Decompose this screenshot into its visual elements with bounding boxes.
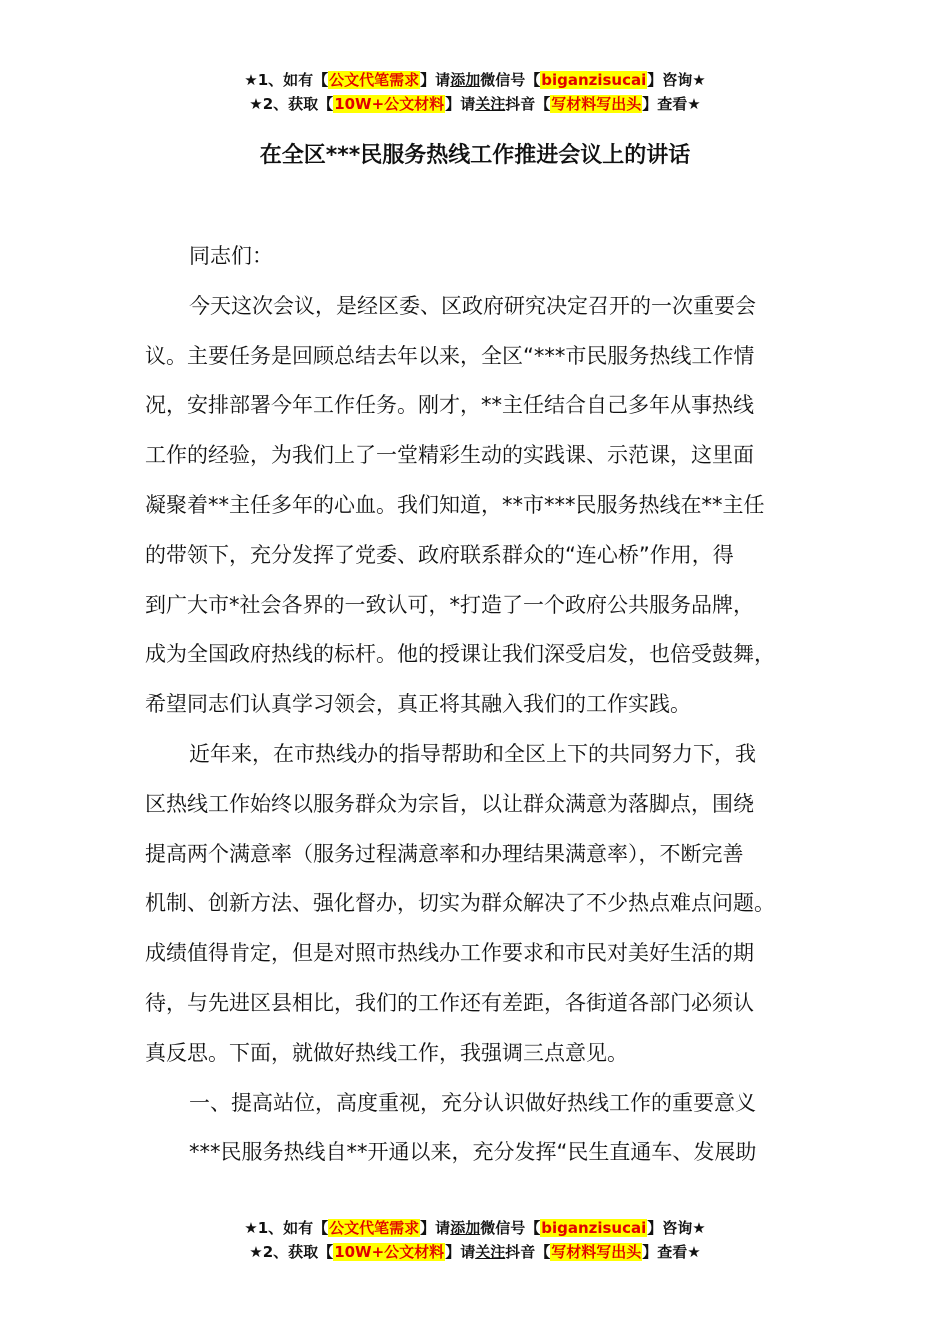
banner-text: 】请 [445,1243,476,1261]
body-line: 近年来，在市热线办的指导帮助和全区上下的共同努力下，我 [189,741,756,766]
banner-highlight: 公文代笔需求 [329,1219,420,1237]
banner-text: 微信号【 [480,71,541,89]
banner-text: ★1、如有【 [244,71,329,89]
body-line: 成为全国政府热线的标杆。他的授课让我们深受启发，也倍受鼓舞， [145,642,775,667]
body-line: 待，与先进区县相比，我们的工作还有差距，各街道各部门必须认 [145,990,754,1015]
banner-underlined-text: 添加 [450,71,481,89]
footer-banner [0,1216,950,1264]
body-line: 希望同志们认真学习领会，真正将其融入我们的工作实践。 [145,692,691,717]
body-line: 区热线工作始终以服务群众为宗旨，以让群众满意为落脚点，围绕 [145,791,754,816]
banner-text: 】咨询★ [647,71,706,89]
banner-text: 抖音【 [505,95,551,113]
banner-highlight: 10W+公文材料 [334,95,445,113]
banner-text: 】咨询★ [647,1219,706,1237]
body-line: 机制、创新方法、强化督办，切实为群众解决了不少热点难点问题。 [145,891,775,916]
salutation: 同志们： [189,244,273,268]
document-body [145,232,835,1178]
banner-highlight: biganzisucai [541,71,647,89]
banner-text: 微信号【 [480,1219,541,1237]
banner-text: 】查看★ [642,1243,701,1261]
header-banner-line-1 [0,68,950,92]
body-line: 况，安排部署今年工作任务。刚才，**主任结合自己多年从事热线 [145,393,754,418]
banner-underlined-text: 关注 [475,1243,506,1261]
footer-banner-line-2 [0,1240,950,1264]
banner-highlight: 写材料写出头 [551,1243,642,1261]
header-banner-line-2 [0,92,950,116]
body-line: 今天这次会议，是经区委、区政府研究决定召开的一次重要会 [189,293,756,318]
body-line: 成绩值得肯定，但是对照市热线办工作要求和市民对美好生活的期 [145,941,754,966]
body-line: 凝聚着**主任多年的心血。我们知道，**市***民服务热线在**主任 [145,492,765,517]
document-title: 在全区***民服务热线工作推进会议上的讲话 [259,143,691,168]
body-line: 议。主要任务是回顾总结去年以来，全区“***市民服务热线工作情 [145,343,755,368]
banner-text: 】请 [445,95,476,113]
banner-text: 】请 [420,1219,451,1237]
footer-banner-line-1 [0,1216,950,1240]
section-heading: 一、提高站位，高度重视，充分认识做好热线工作的重要意义 [189,1090,756,1115]
body-line: 提高两个满意率（服务过程满意率和办理结果满意率），不断完善 [145,841,744,866]
header-banner [0,68,950,116]
banner-text: ★1、如有【 [244,1219,329,1237]
banner-underlined-text: 关注 [475,95,506,113]
banner-text: ★2、获取【 [249,1243,334,1261]
banner-highlight: 公文代笔需求 [329,71,420,89]
banner-text: 】查看★ [642,95,701,113]
banner-highlight: biganzisucai [541,1219,647,1237]
banner-text: 抖音【 [505,1243,551,1261]
banner-text: ★2、获取【 [249,95,334,113]
body-line: 的带领下，充分发挥了党委、政府联系群众的“连心桥”作用，得 [145,542,734,567]
banner-text: 】请 [420,71,451,89]
banner-underlined-text: 添加 [450,1219,481,1237]
body-line: ***民服务热线自**开通以来，充分发挥“民生直通车、发展助 [189,1140,757,1165]
banner-highlight: 10W+公文材料 [334,1243,445,1261]
body-line: 到广大市*社会各界的一致认可，*打造了一个政府公共服务品牌， [145,592,754,617]
body-line: 工作的经验，为我们上了一堂精彩生动的实践课、示范课，这里面 [145,443,754,468]
banner-highlight: 写材料写出头 [551,95,642,113]
body-line: 真反思。下面，就做好热线工作，我强调三点意见。 [145,1040,628,1065]
